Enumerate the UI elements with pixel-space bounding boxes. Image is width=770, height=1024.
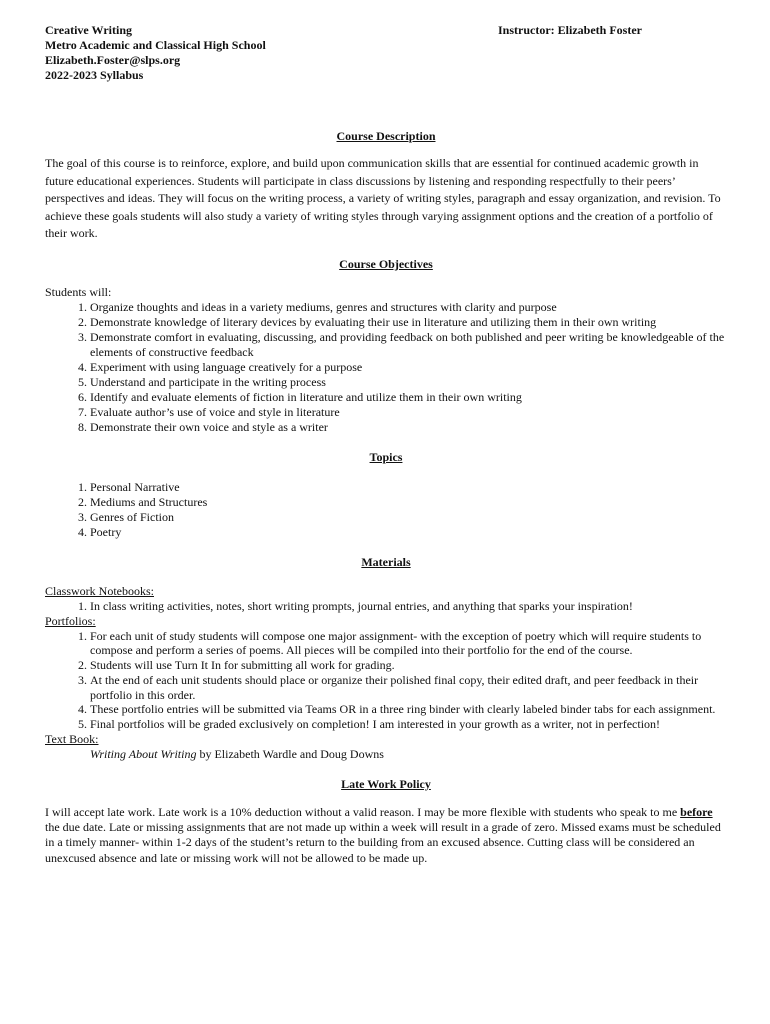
- topics-heading: Topics: [369, 449, 403, 464]
- materials-heading: Materials: [361, 554, 411, 569]
- classwork-notebooks-label: Classwork Notebooks:: [45, 583, 154, 598]
- textbook-label: Text Book:: [45, 732, 99, 747]
- list-item: 6. Identify and evaluate elements of fiction in literature and utilize them in their own writing: [90, 390, 727, 405]
- objectives-intro: Students will:: [45, 284, 112, 299]
- list-item: 7. Evaluate author’s use of voice and style in literature: [90, 405, 727, 420]
- list-item: 1. Personal Narrative: [90, 480, 727, 495]
- list-item: 8. Demonstrate their own voice and style as a writer: [90, 420, 727, 435]
- instructor-name: Instructor: Elizabeth Foster: [498, 23, 642, 37]
- late-policy-text-end: the due date. Late or missing assignments that are not made up within a week will result in a grade of zero. Missed exams must be scheduled in a timely manner- within 1-2 days of the student’s return to the building from an excused absence. Cutting class will be considered an unexcused absence and late or missing work will not be allowed to be made up.: [45, 820, 721, 865]
- school-name: Metro Academic and Classical High School: [45, 38, 266, 52]
- list-item: 2. Mediums and Structures: [90, 495, 727, 510]
- notebooks-list: [45, 599, 727, 614]
- textbook-title: Writing About Writing: [90, 747, 197, 762]
- late-work-policy-heading: Late Work Policy: [341, 777, 431, 792]
- textbook-citation: [45, 747, 727, 762]
- list-item: 1. In class writing activities, notes, short writing prompts, journal entries, and anything that sparks your inspiration!: [90, 599, 727, 614]
- syllabus-year: 2022-2023 Syllabus: [45, 68, 144, 82]
- list-item: 5. Understand and participate in the writing process: [90, 375, 727, 390]
- late-policy-emphasis: before: [680, 805, 713, 820]
- list-item: 1. For each unit of study students will compose one major assignment- with the exception of poetry which will require students to compose and perform a series of poems. All pieces will be compiled into their portfolio for the end of the course.: [90, 629, 727, 659]
- list-item: 4. These portfolio entries will be submitted via Teams OR in a three ring binder with clearly labeled binder tabs for each assignment.: [90, 702, 727, 717]
- instructor-email: Elizabeth.Foster@slps.org: [45, 53, 181, 67]
- course-description-text: The goal of this course is to reinforce, explore, and build upon communication skills that are essential for continued academic growth in future educational experiences. Students will participate in class discussions by listening and responding respectfully to their peers’ perspectives and ideas. They will focus on the writing process, a variety of writing styles, paragraph and essay organization, and revision. To achieve these goals students will also study a variety of writing styles through varying assignment options and the creation of a portfolio of their work.: [45, 156, 721, 240]
- list-item: 4. Experiment with using language creatively for a purpose: [90, 360, 727, 375]
- course-objectives-heading: Course Objectives: [339, 256, 433, 271]
- course-description-heading: Course Description: [336, 129, 436, 143]
- topics-list: [45, 480, 727, 540]
- objectives-list: [45, 300, 727, 435]
- list-item: 4. Poetry: [90, 525, 727, 540]
- list-item: 1. Organize thoughts and ideas in a variety mediums, genres and structures with clarity and purpose: [90, 300, 727, 315]
- textbook-authors: by Elizabeth Wardle and Doug Downs: [196, 747, 384, 762]
- late-work-policy-text: [45, 805, 727, 866]
- list-item: 3. Demonstrate comfort in evaluating, discussing, and providing feedback on both published and peer writing be knowledgeable of the elements of constructive feedback: [90, 330, 727, 360]
- list-item: 3. Genres of Fiction: [90, 510, 727, 525]
- syllabus-page: [45, 23, 727, 866]
- late-policy-text-start: I will accept late work. Late work is a 10% deduction without a valid reason. I may be more flexible with students who speak to me: [45, 805, 681, 820]
- list-item: 5. Final portfolios will be graded exclusively on completion! I am interested in your growth as a writer, not in perfection!: [90, 717, 727, 732]
- list-item: 3. At the end of each unit students should place or organize their polished final copy, their edited draft, and peer feedback in their portfolio in this order.: [90, 673, 727, 703]
- portfolios-list: [45, 629, 727, 733]
- portfolios-label: Portfolios:: [45, 613, 96, 628]
- document-header: [45, 23, 727, 83]
- course-name: Creative Writing: [45, 23, 132, 37]
- list-item: 2. Demonstrate knowledge of literary devices by evaluating their use in literature and utilizing them in their own writing: [90, 315, 727, 330]
- list-item: 2. Students will use Turn It In for submitting all work for grading.: [90, 658, 727, 673]
